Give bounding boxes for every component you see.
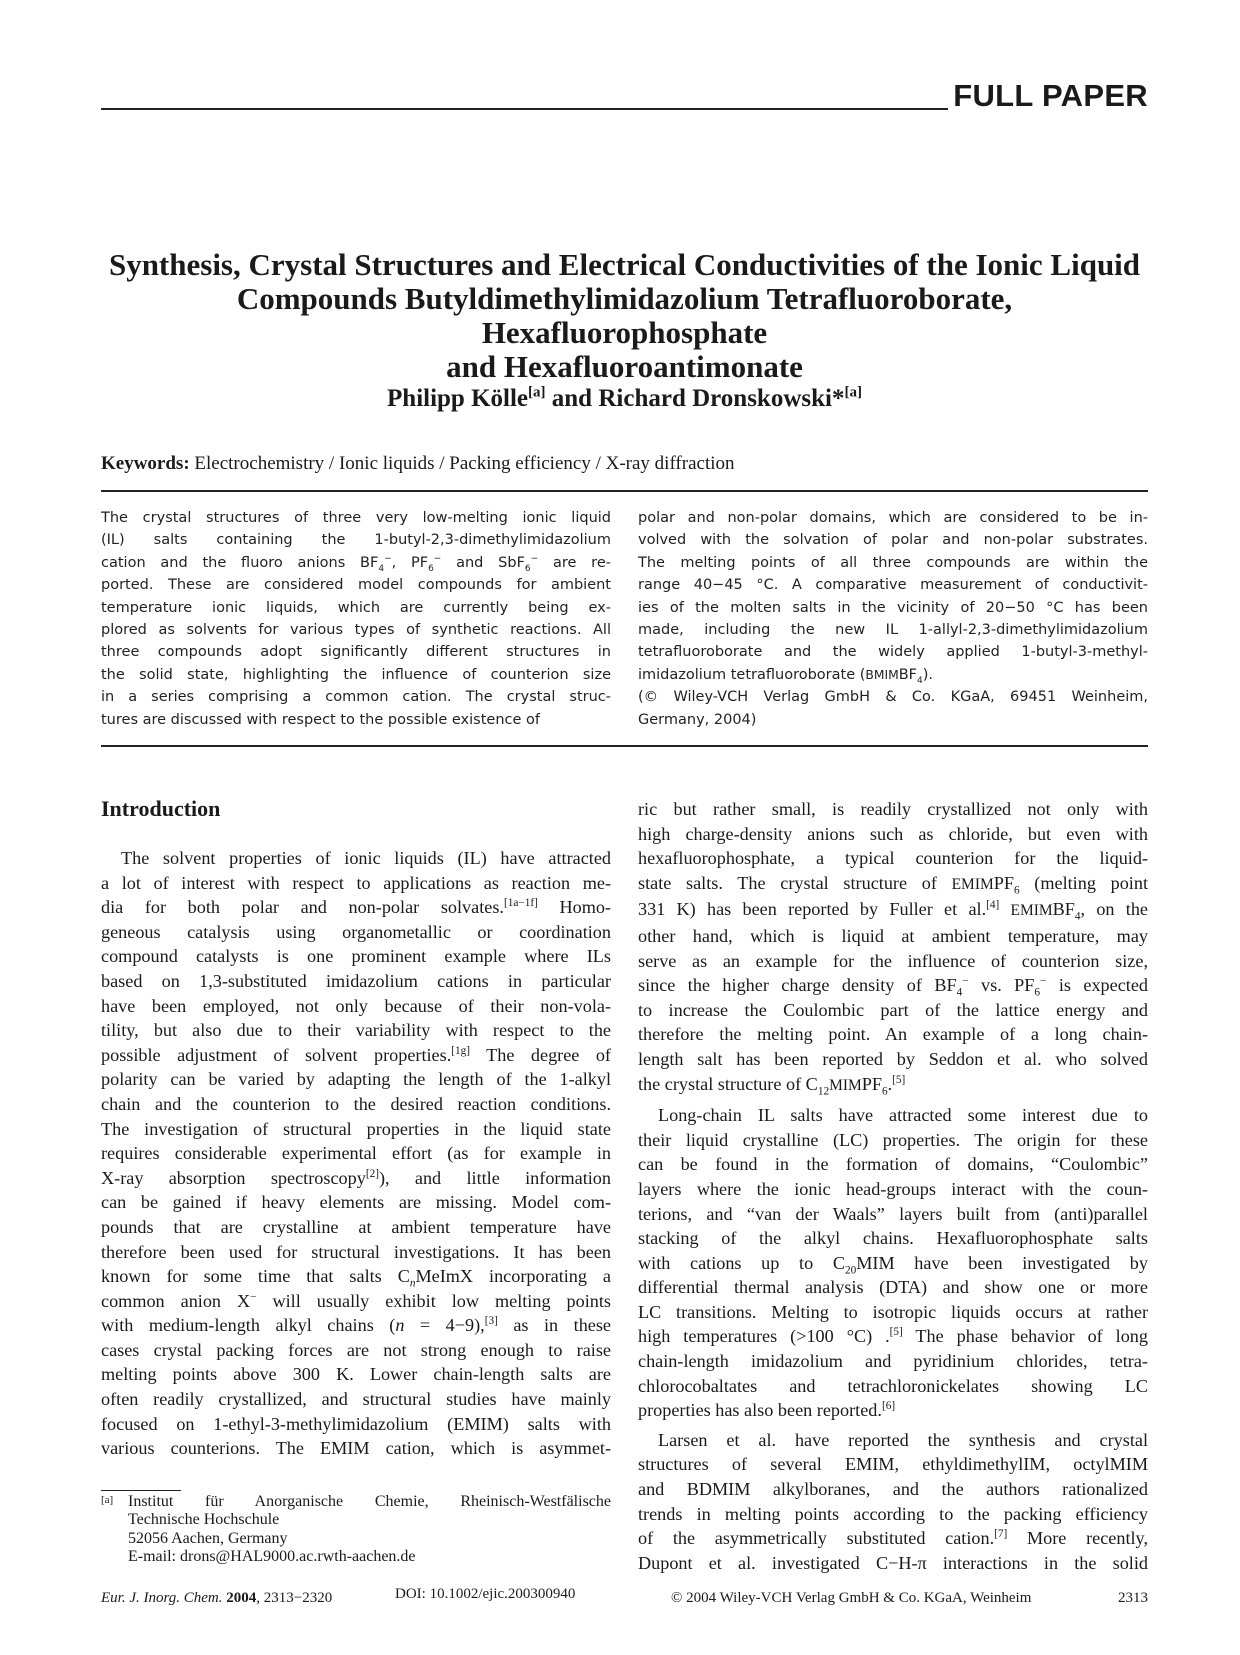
keywords-label: Keywords:: [101, 453, 190, 474]
body-text-line: a lot of interest with respect to applications as reaction me-: [101, 872, 611, 893]
body-text-line: and BDMIM alkylboranes, and the authors rationalized: [638, 1479, 1148, 1500]
abstract-line: temperature ionic liquids, which are currently being ex-: [101, 599, 611, 616]
footnote-marker: [a]: [101, 1494, 114, 1506]
body-text-line: LC transitions. Melting to isotropic liquids occurs at rather: [638, 1301, 1148, 1322]
abstract-left-column: [101, 507, 611, 731]
keywords: [101, 453, 735, 475]
author-conjunction: and: [545, 385, 599, 412]
body-text-line: chain and the counterion to the desired reaction conditions.: [101, 1093, 611, 1114]
body-text-line: geneous catalysis using organometallic or coordination: [101, 921, 611, 942]
body-text-line: chlorocobaltates and tetrachloronickelates showing LC: [638, 1375, 1148, 1396]
title-line: Synthesis, Crystal Structures and Electrical Conductivities of the Ionic Liquid: [108, 247, 1141, 282]
abstract-line: ported. These are considered model compounds for ambient: [101, 577, 611, 594]
body-text-line: melting points above 300 K. Lower chain-length salts are: [101, 1364, 611, 1385]
title-line: Compounds Butyldimethylimidazolium Tetrafluoroborate, Hexafluorophosphate: [236, 281, 1013, 350]
body-text-line: the crystal structure of $C_{12}MIMPF_6.[5]$: [638, 1073, 906, 1098]
section-heading: Introduction: [101, 796, 221, 821]
section-label: FULL PAPER: [953, 78, 1148, 113]
body-text-line: Dupont et al. investigated C−H-π interactions in the solid: [638, 1552, 1148, 1573]
body-text-line: requires considerable experimental effort (as for example in: [101, 1143, 611, 1164]
footnote-line: E-mail: drons@HAL9000.ac.rwth-aachen.de: [128, 1548, 416, 1566]
body-text-line: The investigation of structural properties in the liquid state: [101, 1118, 611, 1139]
title-line: and Hexafluoroantimonate: [446, 349, 803, 384]
affiliation-mark: [a]: [528, 384, 546, 401]
body-text-line: known for some time that salts $C_nMeImX$ incorporating a: [101, 1266, 612, 1290]
body-text-line: length salt has been reported by Seddon et al. who solved: [638, 1048, 1148, 1069]
body-text-line: differential thermal analysis (DTA) and show one or more: [638, 1277, 1148, 1298]
page-number: 2313: [1118, 1590, 1148, 1606]
abstract-line: cation and the fluoro anions $BF_4^-$, $PF_6^-$ and SbF$_6$− are re-: [101, 553, 611, 574]
author-name: Richard Dronskowski*: [598, 385, 845, 412]
body-text-line: The solvent properties of ionic liquids (IL) have attracted: [121, 848, 611, 868]
affiliation-mark: [a]: [844, 384, 862, 401]
journal-pages: , 2313−2320: [256, 1590, 333, 1606]
body-text-line: compound catalysts is one prominent example where ILs: [101, 946, 611, 967]
body-text-line: therefore been used for structural investigations. It has been: [101, 1241, 611, 1262]
body-text-line: Long-chain IL salts have attracted some interest due to: [658, 1105, 1148, 1126]
body-text-line: properties has also been reported.[6]: [638, 1400, 896, 1421]
affiliation-footnote: [101, 1493, 611, 1567]
body-text-line: other hand, which is liquid at ambient temperature, may: [638, 925, 1148, 946]
body-text-line: to increase the Coulombic part of the lattice energy and: [638, 999, 1148, 1020]
body-text-line: of the asymmetrically substituted cation.[7] More recently,: [638, 1528, 1149, 1549]
author-name: Philipp Kölle: [387, 385, 529, 412]
body-text-line: state salts. The crystal structure of $EMIMPF_6$ (melting point: [638, 872, 1148, 897]
body-text-line: structures of several EMIM, ethyldimethylIM, octylMIM: [638, 1454, 1148, 1475]
abstract-line: range 40−45 °C. A comparative measurement of conductivit-: [638, 577, 1148, 594]
body-text-line: high temperatures (>100 °C) .[5] The phase behavior of long: [638, 1326, 1148, 1347]
body-text-line: polarity can be varied by adapting the length of the 1-alkyl: [101, 1069, 611, 1090]
body-text-line: serve as an example for the influence of counterion size,: [638, 950, 1148, 971]
body-text-line: terions, and “van der Waals” layers built from (anti)parallel: [638, 1203, 1148, 1224]
body-text-line: since the higher charge density of $BF_4^-$ vs. $PF_6^-$ is expected: [638, 975, 1148, 999]
abstract-line: tures are discussed with respect to the possible existence of: [101, 711, 540, 728]
footnote-line: Institut für Anorganische Chemie, Rheinisch-Westfälische: [128, 1493, 611, 1510]
body-text-line: with medium-length alkyl chains (n = 4−9),[3] as in these: [101, 1315, 612, 1336]
abstract-line: made, including the new IL 1-allyl-2,3-dimethylimidazolium: [638, 622, 1148, 639]
footer-doi: DOI: 10.1002/ejic.200300940: [395, 1586, 576, 1602]
footer-citation: [101, 1590, 332, 1607]
body-text-line: based on 1,3-substituted imidazolium cations in particular: [101, 970, 611, 991]
abstract-line: (IL) salts containing the 1-butyl-2,3-dimethylimidazolium: [101, 532, 611, 549]
body-text-line: their liquid crystalline (LC) properties. The origin for these: [638, 1129, 1148, 1150]
body-text-line: therefore the melting point. An example of a long chain-: [638, 1024, 1148, 1045]
body-text-line: 331 K) has been reported by Fuller et al.[4] $EMIMBF_4$, on the: [638, 899, 1148, 924]
footer-copyright: © 2004 Wiley-VCH Verlag GmbH & Co. KGaA, Weinheim: [671, 1590, 1032, 1606]
body-text-line: possible adjustment of solvent properties.[1g] The degree of: [101, 1044, 611, 1065]
abstract-copyright-line: (© Wiley-VCH Verlag GmbH & Co. KGaA, 69451 Weinheim,: [638, 689, 1148, 706]
abstract-top-rule: [101, 490, 1148, 492]
body-text-line: dia for both polar and non-polar solvates.[1a−1f] Homo-: [101, 897, 611, 918]
abstract-line: The crystal structures of three very low-melting ionic liquid: [101, 510, 611, 526]
body-text-line: high charge-density anions such as chloride, but even with: [638, 823, 1148, 844]
abstract-line: tetrafluoroborate and the widely applied 1-butyl-3-methyl-: [638, 644, 1148, 661]
body-text-line: stacking of the alkyl chains. Hexafluorophosphate salts: [638, 1228, 1148, 1249]
abstract-copyright-line: Germany, 2004): [638, 711, 757, 728]
body-right-column: [638, 797, 1148, 1575]
footnote-line: Technische Hochschule: [128, 1511, 280, 1529]
body-text-line: often readily crystallized, and structural studies have mainly: [101, 1389, 611, 1410]
body-text-line: trends in melting points according to the packing efficiency: [638, 1503, 1148, 1524]
abstract-line: imidazolium tetrafluoroborate $(BMIMBF_4)$.: [638, 666, 934, 686]
body-text-line: can be gained if heavy elements are missing. Model com-: [101, 1192, 611, 1213]
abstract-line: the solid state, highlighting the influence of counterion size: [101, 666, 611, 683]
body-text-line: focused on 1-ethyl-3-methylimidazolium (EMIM) salts with: [101, 1413, 611, 1434]
body-text-line: with cations up to $C_{20}MIM$ have been investigated by: [638, 1252, 1148, 1277]
body-text-line: X-ray absorption spectroscopy[2]), and little information: [101, 1167, 611, 1188]
body-text-line: have been employed, not only because of their non-vola-: [101, 995, 611, 1016]
body-text-line: tility, but also due to their variability with respect to the: [101, 1020, 611, 1041]
body-text-line: pounds that are crystalline at ambient temperature have: [101, 1216, 611, 1237]
abstract-line: plored as solvents for various types of synthetic reactions. All: [101, 622, 611, 639]
header-rule: [101, 108, 948, 110]
keywords-text: Electrochemistry / Ionic liquids / Packing efficiency / X-ray diffraction: [194, 453, 735, 474]
paper-title: [101, 248, 1148, 384]
abstract-line: three compounds adopt significantly different structures in: [101, 644, 611, 661]
body-text-line: hexafluorophosphate, a typical counterion for the liquid-: [638, 848, 1148, 869]
abstract-line: volved with the solvation of polar and non-polar substrates.: [638, 532, 1148, 549]
body-text-line: chain-length imidazolium and pyridinium chlorides, tetra-: [638, 1351, 1148, 1372]
body-text-line: Larsen et al. have reported the synthesis and crystal: [658, 1429, 1148, 1450]
body-text-line: can be found in the formation of domains, “Coulombic”: [638, 1154, 1148, 1175]
abstract-right-column: [638, 507, 1148, 731]
body-text-line: common anion X− will usually exhibit low melting points: [101, 1290, 611, 1311]
body-text-line: cases crystal packing forces are not strong enough to raise: [101, 1339, 611, 1360]
abstract-bottom-rule: [101, 745, 1148, 747]
body-left-column: [101, 846, 611, 1461]
footnote-line: 52056 Aachen, Germany: [128, 1529, 288, 1547]
body-text-line: various counterions. The EMIM cation, which is asymmet-: [101, 1438, 611, 1459]
abstract-line: ies of the molten salts in the vicinity of 20−50 °C has been: [638, 599, 1148, 616]
journal-year: 2004: [226, 1590, 257, 1606]
body-text-line: layers where the ionic head-groups interact with the coun-: [638, 1178, 1148, 1199]
author-list: [101, 385, 1148, 413]
journal-name: Eur. J. Inorg. Chem.: [101, 1590, 223, 1606]
body-text-line: ric but rather small, is readily crystallized not only with: [638, 799, 1148, 819]
abstract-line: in a series comprising a common cation. The crystal struc-: [101, 689, 611, 706]
abstract-line: polar and non-polar domains, which are considered to be in-: [638, 510, 1148, 526]
abstract-line: The melting points of all three compounds are within the: [638, 554, 1148, 571]
